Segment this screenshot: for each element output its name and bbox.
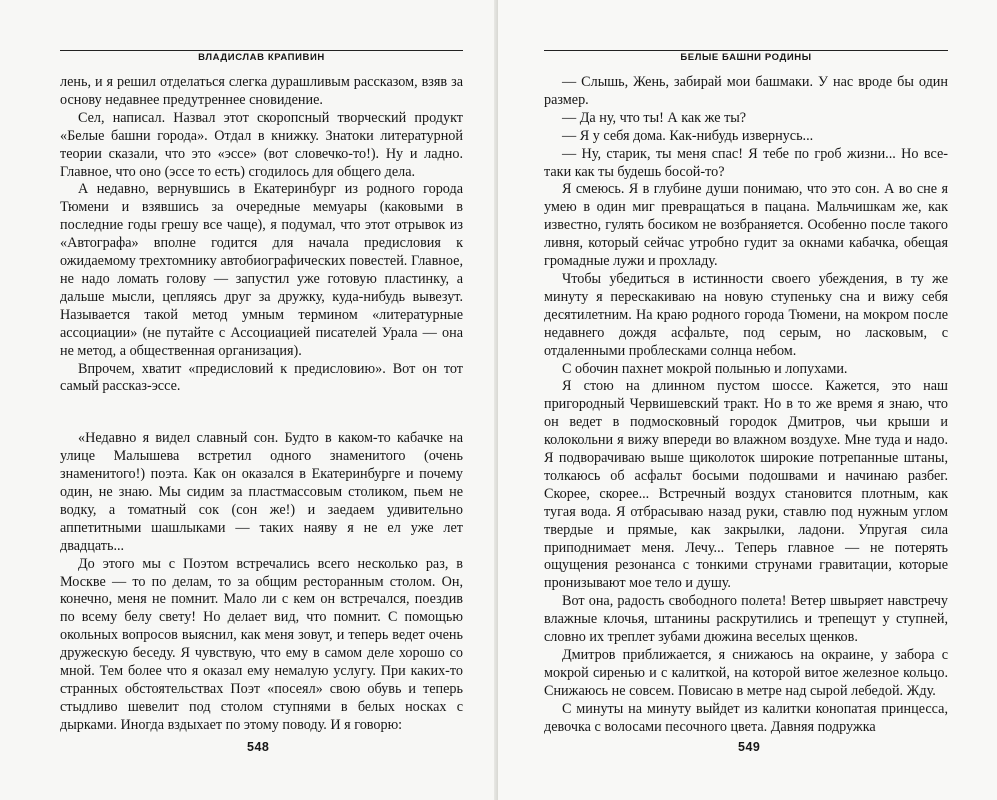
left-running-head bbox=[60, 50, 463, 65]
left-page bbox=[0, 0, 498, 800]
paragraph: Я смеюсь. Я в глубине души понимаю, что это сон. А во сне я умею в один миг превращаться в пацана. Мальчишкам же, как известно, гулять босиком не возбраняется. Особенно после такого ливня, который сейчас утробно гудит за окнами кабачка, обещая громадные лужи и прохладу. bbox=[544, 181, 948, 270]
paragraph: — Я у себя дома. Как-нибудь извернусь... bbox=[562, 127, 814, 144]
paragraph: лень, и я решил отделаться слегка дурашливым рассказом, взяв за основу недавнее предутреннее сновидение. bbox=[60, 74, 463, 108]
right-page bbox=[498, 0, 997, 800]
left-page-number: 548 bbox=[247, 740, 270, 754]
paragraph: Чтобы убедиться в истинности своего убеждения, в ту же минуту я перескакиваю на новую ступеньку сна и вижу себя десятилетним. На краю родного города Тюмени, на мокром после недавнего дождя асфальте, под серым, но ласковым, с отдаленными проблесками солнца небом. bbox=[544, 270, 948, 359]
paragraph: Сел, написал. Назвал этот скоропсный творческий продукт «Белые башни города». Отдал в книжку. Знатоки литературной теории сказали, что это «эссе» (вот словечко-то!). Ну и ладно. Главное, что оно (эссе то есть) сгодилось для общего дела. bbox=[60, 109, 463, 180]
left-page-text bbox=[60, 74, 463, 735]
right-page-number: 549 bbox=[738, 740, 761, 754]
right-running-head bbox=[544, 50, 948, 65]
paragraph: Впрочем, хватит «предисловий к предисловию». Вот он тот самый рассказ-эссе. bbox=[60, 360, 463, 395]
paragraph: — Слышь, Жень, забирай мои башмаки. У нас вроде бы один размер. bbox=[544, 74, 948, 108]
right-page-text bbox=[544, 74, 948, 737]
paragraph: Вот она, радость свободного полета! Ветер швыряет навстречу влажные клочья, штанины раскрутились и трепещут у ступней, словно их треплет зубами дюжина веселых щенков. bbox=[544, 593, 948, 646]
paragraph: А недавно, вернувшись в Екатеринбург из родного города Тюмени и взявшись за очередные мемуары (каковыми в последние годы грешу все чаще), я подумал, что этот отрывок из «Автографа» вполне годится для начала предисловия к ожидаемому трехтомнику автобиографических повестей. Главное, не надо ломать голову — запустил уже готовую пластинку, а дальше мысли, цепляясь друг за дружку, куда-нибудь вывезут. Называется такой метод умным термином «литературные ассоциации» (не путайте с Ассоциацией писателей Урала — она не метод, а общественная организация). bbox=[60, 181, 463, 359]
paragraph: — Ну, старик, ты меня спас! Я тебе по гроб жизни... Но все-таки как ты будешь босой-то? bbox=[544, 145, 948, 180]
paragraph: Дмитров приближается, я снижаюсь на окраине, у забора с мокрой сиренью и с калиткой, на которой витое железное кольцо. Снижаюсь не совсем. Повисаю в метре над сырой лебедой. Жду. bbox=[544, 647, 948, 699]
paragraph: С минуты на минуту выйдет из калитки конопатая принцесса, девочка с волосами песочного цвета. Давняя подружка bbox=[544, 700, 948, 735]
left-running-head-text: ВЛАДИСЛАВ КРАПИВИН bbox=[198, 52, 325, 63]
paragraph: Я стою на длинном пустом шоссе. Кажется, это наш пригородный Червишевский тракт. Но в то же время я знаю, что он ведет в подмосковный городок Дмитров, чьи крыши и колокольни я вижу впереди во влажном воздухе. Мне туда и надо. Я подворачиваю выше щиколоток широкие потрепанные штаны, толкаюсь об асфальт босыми подошвами и начинаю разбег. Скорее, скорее... Встречный воздух становится плотным, как тугая вода. Я отбрасываю назад руки, ставлю под нужным углом твердые и прямые, как закрылки, ладони. Упругая сила приподнимает меня. Лечу... Теперь главное — не потерять ощущения резонанса с тонкими струнами гравитации, которые пронизывают мое тело и душу. bbox=[544, 378, 948, 592]
right-running-head-text: БЕЛЫЕ БАШНИ РОДИНЫ bbox=[680, 52, 812, 63]
paragraph: «Недавно я видел славный сон. Будто в каком-то кабачке на улице Малышева встретил одного знаменитого (очень знаменитого!) поэта. Как он оказался в Екатеринбурге и почему один, не знаю. Мы сидим за пластмассовым столиком, пьем не водку, а томатный сок (сон же!) и заедаем удивительно аппетитными шашлыками — таких наяву я не ел уже лет двадцать... bbox=[60, 430, 463, 554]
paragraph: С обочин пахнет мокрой полынью и лопухами. bbox=[562, 360, 848, 377]
paragraph: — Да ну, что ты! А как же ты? bbox=[562, 109, 747, 126]
paragraph: До этого мы с Поэтом встречались всего несколько раз, в Москве — то по делам, то за общим ресторанным столом. Он, конечно, меня не помнит. Мало ли с кем он встречался, поездив по всему белу свету! Но делает вид, что помнит. С помощью окольных вопросов выяснил, как меня зовут, и теперь ведет очень дружескую беседу. Я чувствую, что ему в самом деле хорошо со мной. Тем более что я оказал ему немалую услугу. При каких-то странных обстоятельствах Поэт «посеял» свою обувь и теперь стыдливо шевелит под столом ступнями в белых носках с дырками. Иногда вздыхает по этому поводу. И я говорю: bbox=[60, 555, 463, 733]
